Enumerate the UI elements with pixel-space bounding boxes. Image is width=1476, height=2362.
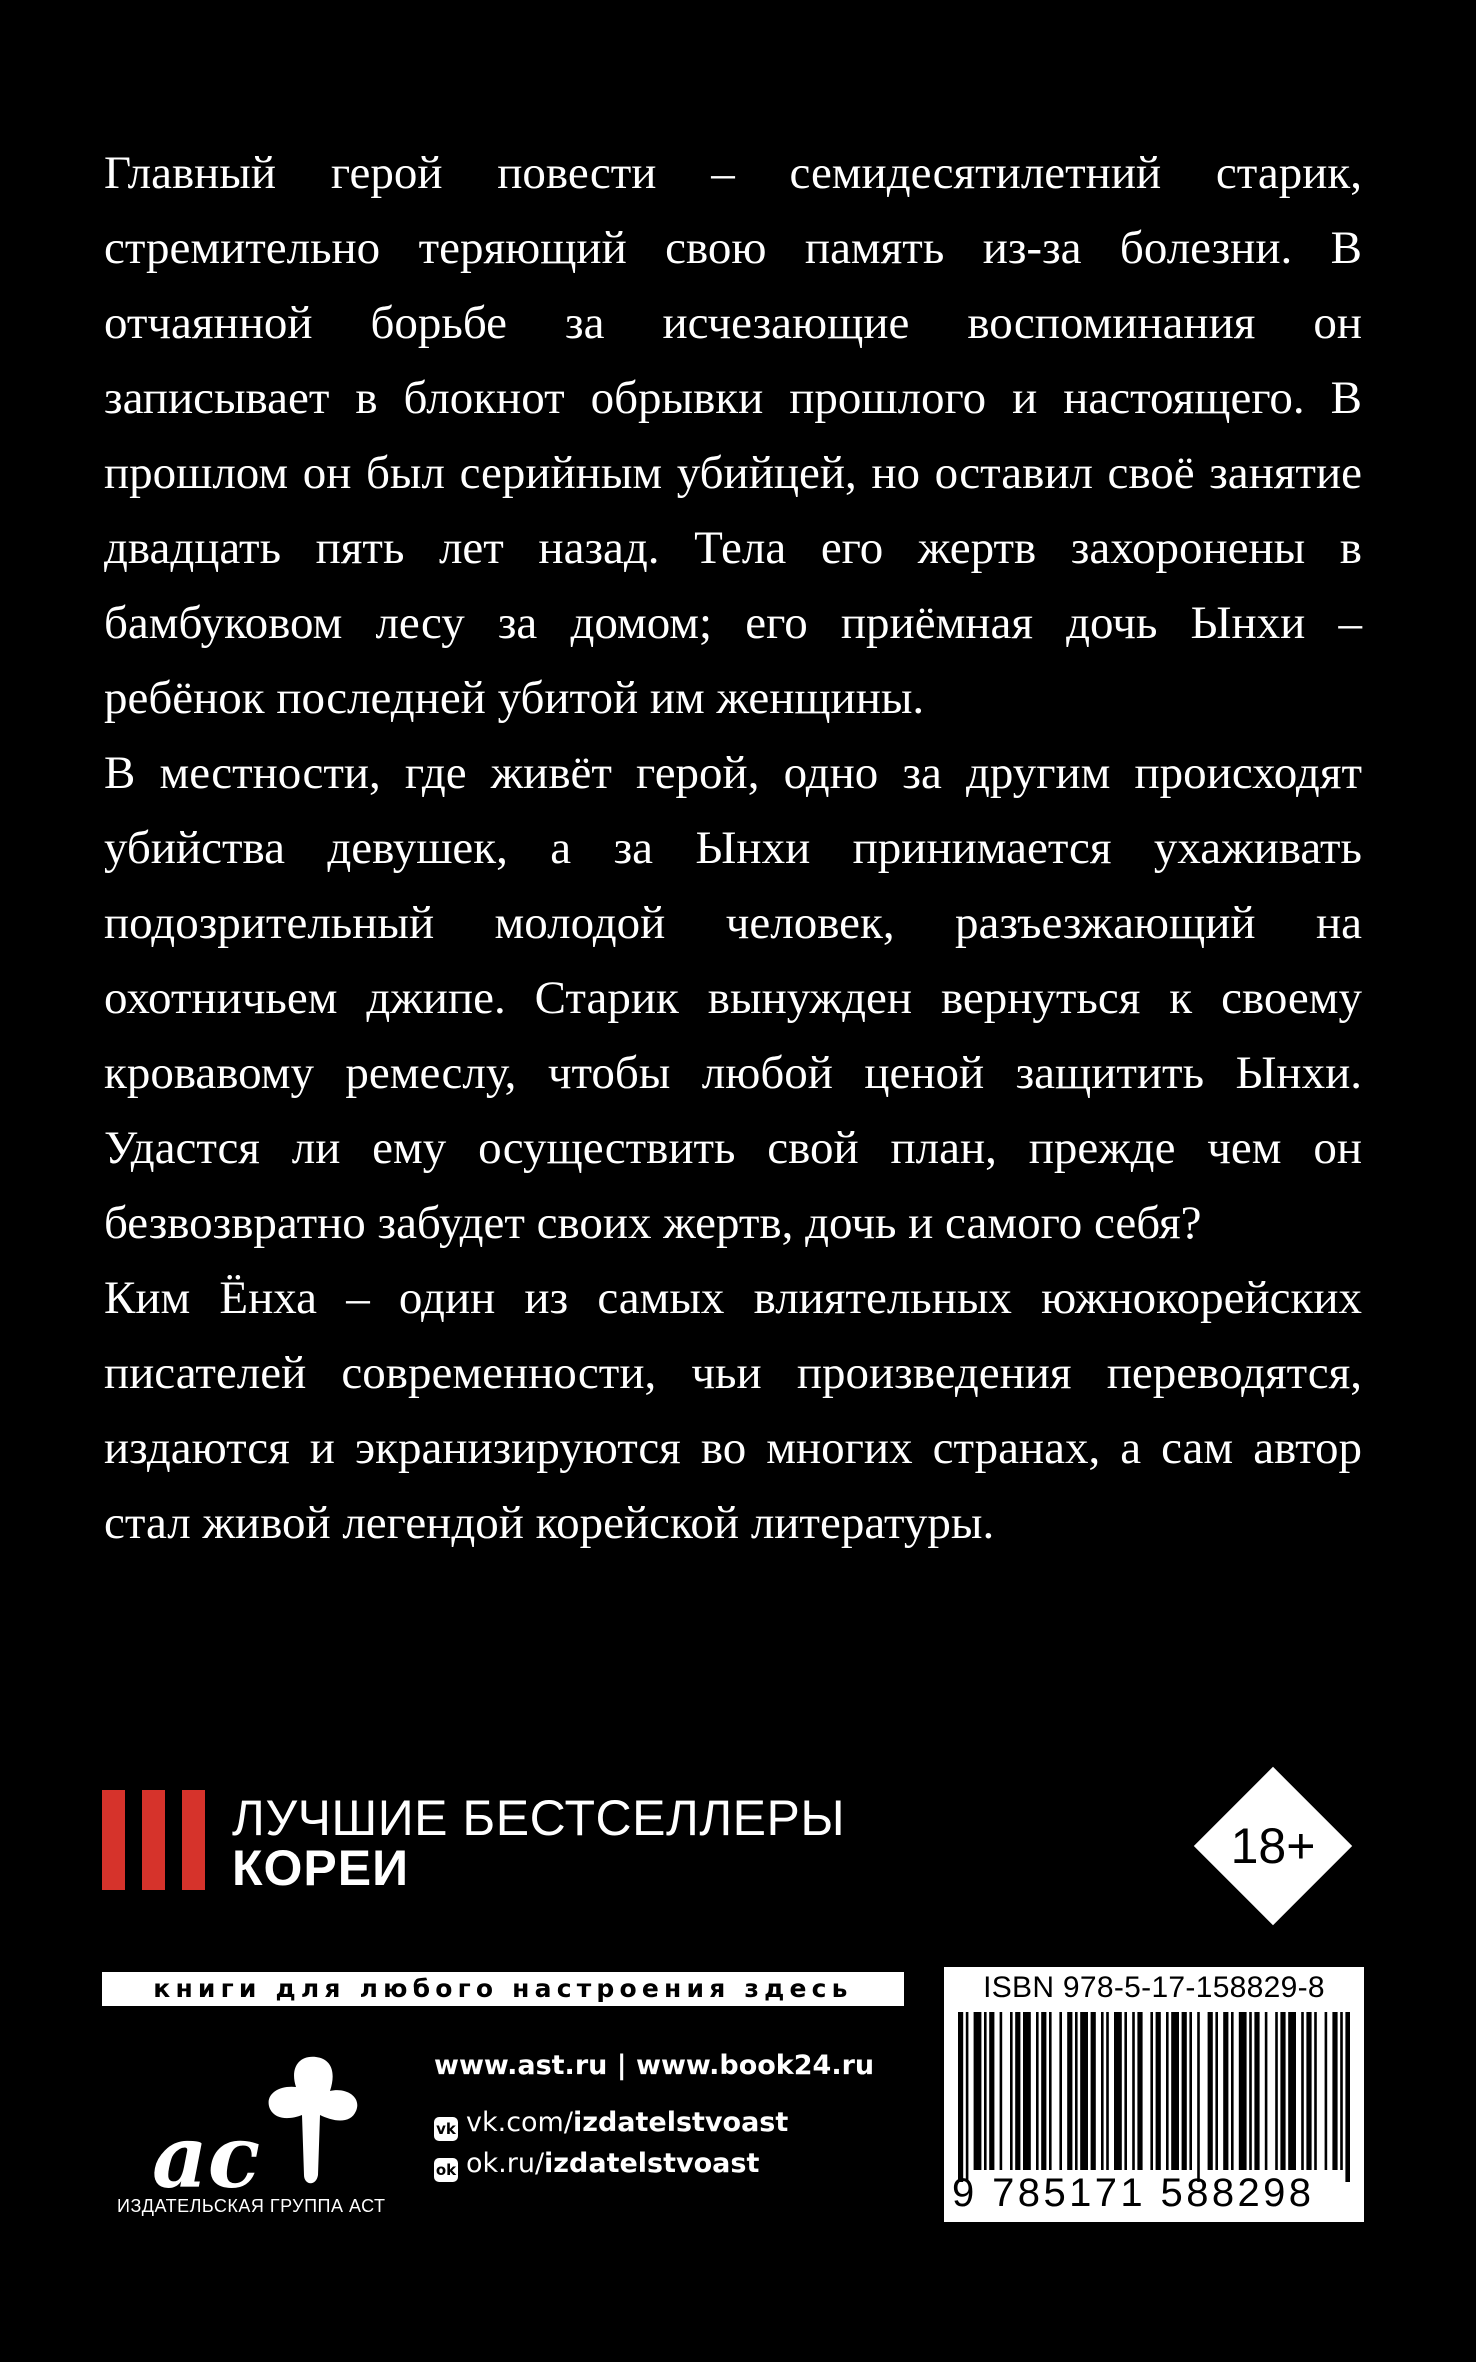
vk-icon: vk xyxy=(434,2117,458,2141)
barcode-bar xyxy=(1301,2012,1304,2170)
barcode-bar xyxy=(1091,2012,1096,2170)
barcode-bar xyxy=(1340,2012,1343,2170)
isbn-label: ISBN 978-5-17-158829-8 xyxy=(983,1971,1325,2004)
barcode-bar xyxy=(1223,2012,1228,2170)
barcode-icon xyxy=(958,2012,1350,2182)
barcode-bar xyxy=(1249,2012,1252,2170)
barcode-bar xyxy=(1124,2012,1127,2170)
barcode-bar xyxy=(1182,2012,1187,2170)
logo-cross xyxy=(269,2057,358,2183)
barcode-bar xyxy=(1156,2012,1161,2170)
barcode-bar xyxy=(1137,2012,1142,2170)
series-banner xyxy=(102,1790,962,1896)
barcode-box xyxy=(944,1967,1364,2222)
barcode-bar xyxy=(1023,2012,1031,2170)
vk-link[interactable]: vk vk.com/izdatelstvoast xyxy=(434,2107,788,2141)
barcode-bar xyxy=(1166,2012,1169,2170)
barcode-bar xyxy=(1197,2012,1200,2182)
barcode-digits: 9 785171 588298 xyxy=(952,2171,1315,2215)
barcode-bar xyxy=(1325,2012,1328,2170)
barcode-bar xyxy=(989,2012,994,2170)
barcode-bar xyxy=(984,2012,987,2170)
barcode-bar xyxy=(1150,2012,1153,2170)
series-bar xyxy=(142,1790,165,1890)
barcode-bar xyxy=(974,2012,982,2170)
barcode-bar xyxy=(1080,2012,1088,2170)
age-rating-badge xyxy=(1194,1767,1352,1925)
tagline: книги для любого настроения здесь xyxy=(102,1972,904,2006)
barcode-bar xyxy=(1075,2012,1078,2170)
barcode-bar xyxy=(1239,2012,1247,2170)
age-rating-label: 18+ xyxy=(1230,1818,1316,1874)
barcode-bar xyxy=(1306,2012,1311,2170)
barcode-bar xyxy=(1280,2012,1285,2170)
barcode-bar xyxy=(1288,2012,1296,2170)
blurb-paragraph: В местности, где живёт герой, одно за другим происходят убийства девушек, а за Ынхи принимается ухаживать подозрительный молодой человек, разъезжающий на охотничьем джипе. Старик вынужден вернуться к своему кровавому ремеслу, чтобы любой ценой защитить Ынхи. Удастся ли ему осуществить свой план, прежде чем он безвозвратно забудет своих жертв, дочь и самого себя? xyxy=(104,747,1362,1249)
website-links[interactable]: www.ast.ru | www.book24.ru xyxy=(434,2050,875,2081)
barcode-bar xyxy=(1314,2012,1317,2170)
barcode-bar xyxy=(1106,2012,1109,2170)
blurb-paragraph: Главный герой повести – семидесятилетний старик, стремительно теряющий свою память из-за болезни. В отчаянной борьбе за исчезающие воспоминания он записывает в блокнот обрывки прошлого и настоящего. В прошлом он был серийным убийцей, но оставил своё занятие двадцать пять лет назад. Тела его жертв захоронены в бамбуковом лесу за домом; его приёмная дочь Ынхи – ребёнок последней убитой им женщины. xyxy=(104,147,1362,724)
barcode-bar xyxy=(1215,2012,1218,2170)
barcode-bar xyxy=(966,2012,969,2182)
barcode-bar xyxy=(1332,2012,1337,2170)
barcode-bar xyxy=(1015,2012,1020,2170)
publisher-caption: ИЗДАТЕЛЬСКАЯ ГРУППА АСТ xyxy=(117,2196,386,2216)
ok-link[interactable]: ok ok.ru/izdatelstvoast xyxy=(434,2148,759,2182)
barcode-bar xyxy=(1010,2012,1013,2170)
barcode-bar xyxy=(1265,2012,1268,2170)
barcode-bar xyxy=(1101,2012,1104,2170)
series-bar xyxy=(102,1790,125,1890)
barcode-bar xyxy=(1345,2012,1350,2182)
barcode-bar xyxy=(1275,2012,1278,2170)
barcode-bar xyxy=(1059,2012,1062,2170)
barcode-bar xyxy=(1254,2012,1259,2170)
barcode-bar xyxy=(1036,2012,1039,2170)
barcode-bar xyxy=(1171,2012,1179,2170)
barcode-bar xyxy=(1231,2012,1234,2170)
barcode-bar xyxy=(1041,2012,1046,2170)
barcode-bar xyxy=(1049,2012,1052,2170)
ok-icon: ok xyxy=(434,2158,458,2182)
series-bar xyxy=(182,1790,205,1890)
barcode-bar xyxy=(1132,2012,1135,2170)
barcode-bar xyxy=(1208,2012,1213,2170)
barcode-bar xyxy=(958,2012,963,2182)
barcode-bar xyxy=(1000,2012,1003,2170)
series-title: ЛУЧШИЕ БЕСТСЕЛЛЕРЫ xyxy=(232,1790,846,1846)
barcode-bar xyxy=(1114,2012,1122,2170)
barcode-bar xyxy=(1189,2012,1192,2170)
blurb-paragraph: Ким Ёнха – один из самых влиятельных южнокорейских писателей современности, чьи произведения переводятся, издаются и экранизируются во многих странах, а сам автор стал живой легендой корейской литературы. xyxy=(104,1272,1362,1549)
series-subtitle: КОРЕИ xyxy=(232,1840,410,1896)
logo-text: ac xyxy=(152,2107,261,2208)
blurb xyxy=(104,136,1362,1561)
barcode-bar xyxy=(1067,2012,1072,2170)
